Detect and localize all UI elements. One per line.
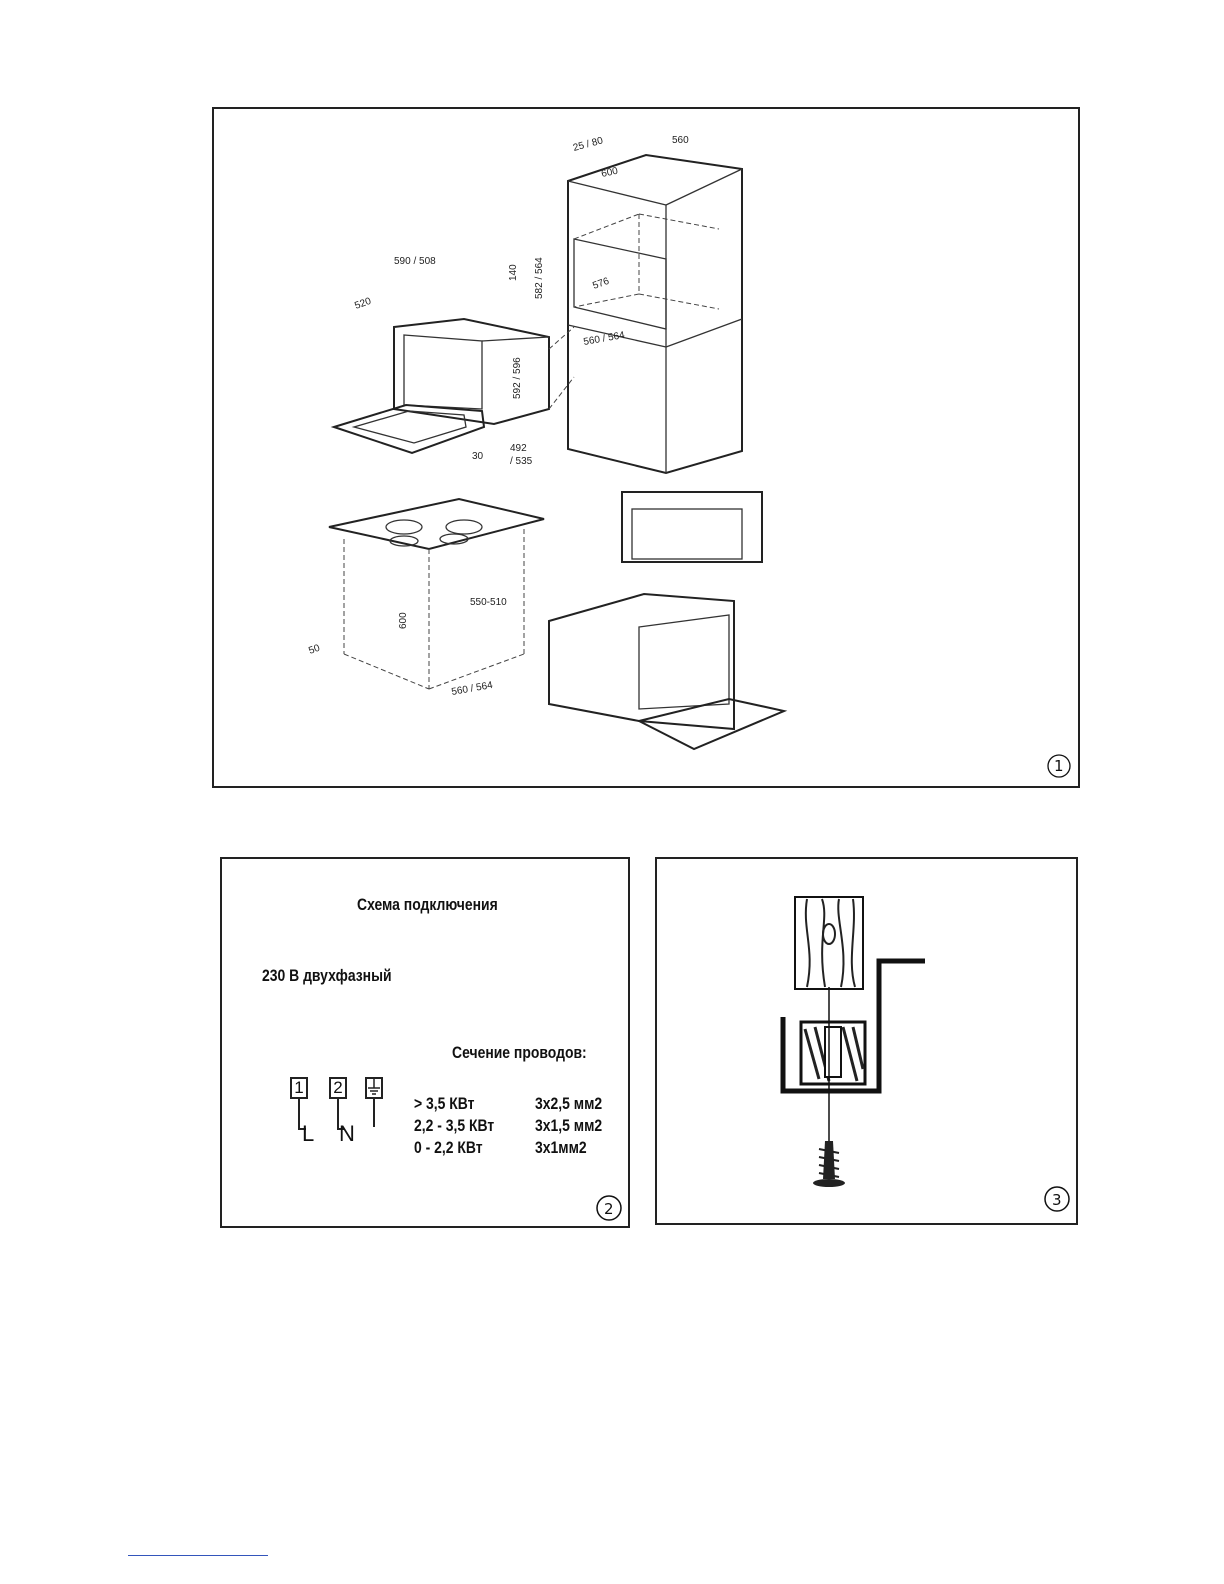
figure-2-wiring-scheme [220,857,630,1228]
terminal-wires [222,859,632,1230]
installation-drawing [214,109,1082,790]
figure-1-number: 1 [1054,757,1064,775]
dim-600: 600 [600,165,619,180]
dim-576: 576 [591,275,611,292]
screw-icon [813,1141,845,1187]
dim-560-top: 560 [672,135,689,146]
dim-550-510: 550-510 [470,597,507,608]
section-row-2: 3x1,5 мм2 [535,1116,603,1135]
wiring-title: Схема подключения [357,895,498,914]
dim-492: 492 [510,443,527,454]
figure-3-number: 3 [1052,1191,1062,1209]
dim-560-564-b: 560 / 564 [450,679,494,698]
section-row-1: 3x2,5 мм2 [535,1094,603,1113]
tall-cabinet [568,155,742,473]
fixing-block [801,1022,865,1084]
dim-520: 520 [353,295,373,312]
section-row-3: 3x1мм2 [535,1138,587,1157]
power-row-2: 2,2 - 3,5 КВт [414,1116,495,1135]
wood-board [795,897,863,989]
dim-535: / 535 [510,456,533,467]
figure-1-installation-dimensions [212,107,1080,788]
figure-3-screw-mounting [655,857,1078,1225]
screw-mounting-drawing [657,859,1080,1227]
power-row-1: > 3,5 КВт [414,1094,475,1113]
under-hob-detail [622,492,762,562]
terminal-1: 1 [290,1077,308,1099]
wire-section-title: Сечение проводов: [452,1043,587,1062]
terminal-2: 2 [329,1077,347,1099]
terminal-label-l: L [302,1121,315,1146]
wiring-subtitle: 230 В двухфазный [262,966,392,985]
figure-2-number: 2 [604,1200,614,1218]
oven-bottom [549,594,784,749]
dim-25-80: 25 / 80 [571,135,605,154]
oven-drawer [334,319,574,453]
dim-582-564: 582 / 564 [534,257,545,299]
footer-rule [128,1555,268,1556]
dim-30: 30 [472,451,484,462]
dim-560-564-a: 560 / 564 [582,329,626,348]
dim-590-508: 590 / 508 [394,256,436,267]
dim-592-596: 592 / 596 [512,357,523,399]
dim-600-height: 600 [398,612,409,629]
dim-140: 140 [508,264,519,281]
power-row-3: 0 - 2,2 КВт [414,1138,483,1157]
hob-and-cabinet [329,499,544,689]
terminal-label-n: N [339,1121,355,1146]
dim-50: 50 [307,642,322,657]
